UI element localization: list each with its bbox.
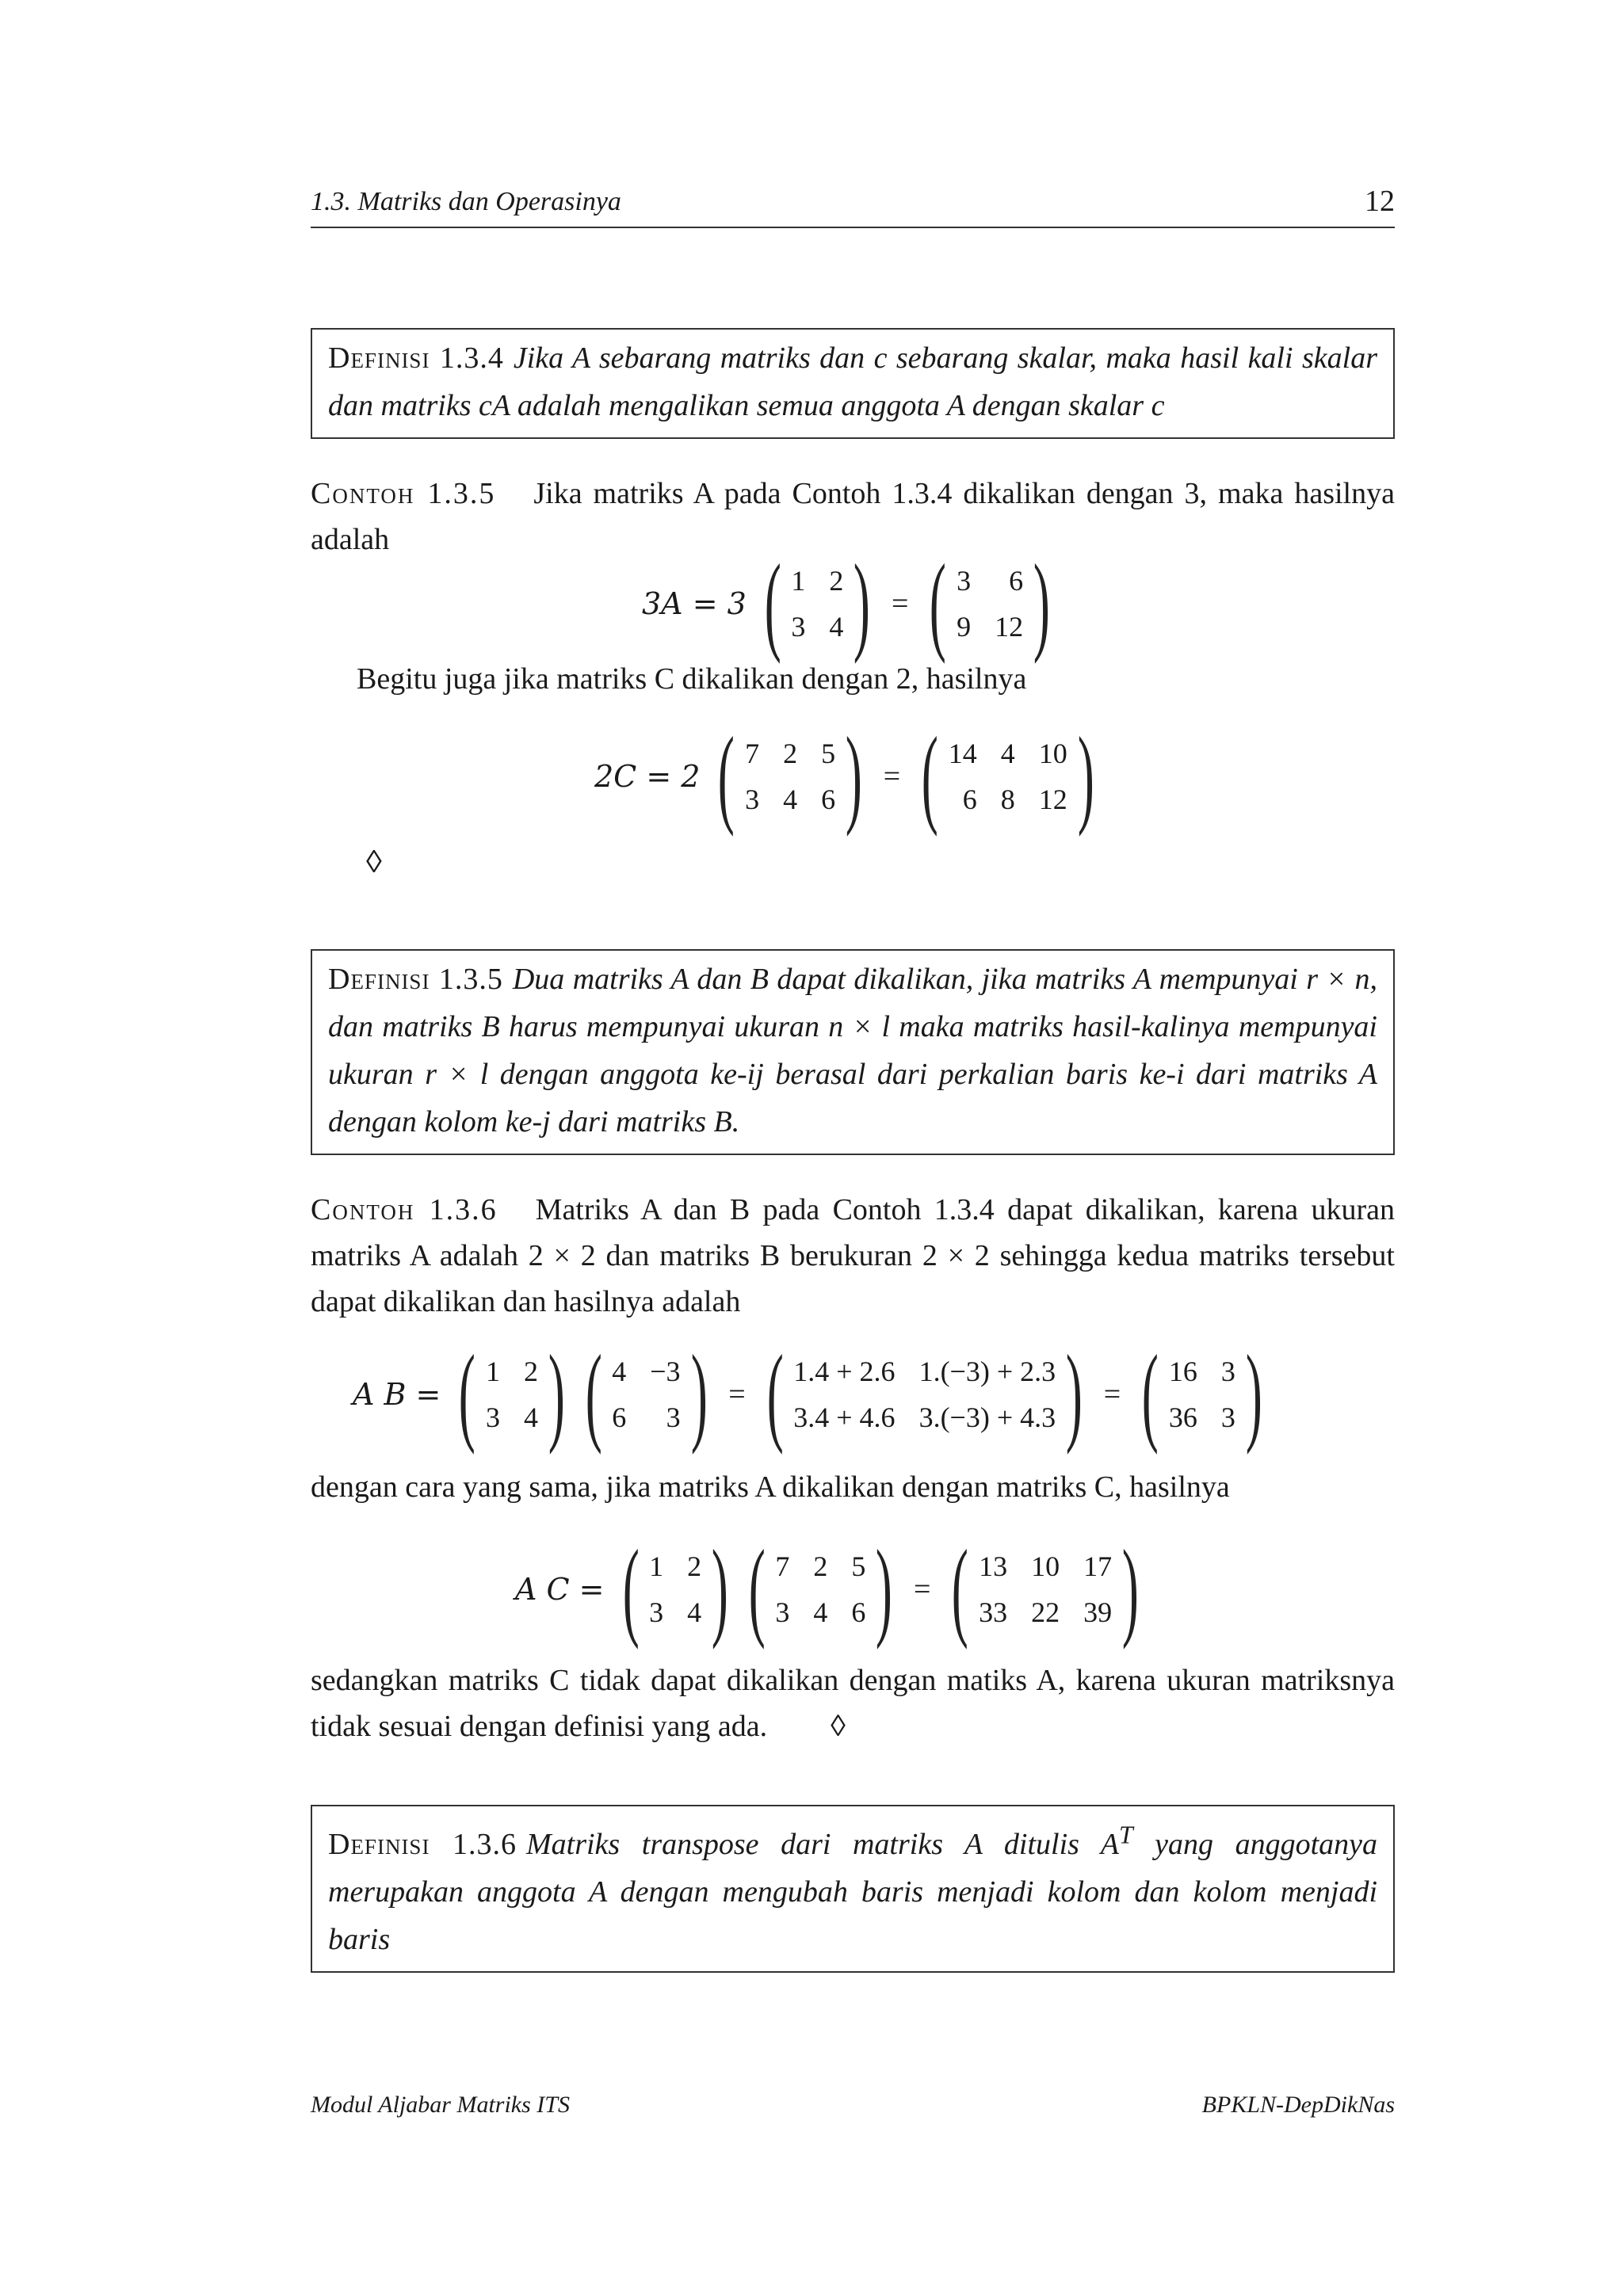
matrix-cell: 3 — [1220, 1402, 1235, 1433]
matrix-cell: 12 — [995, 611, 1024, 643]
matrix-cell: 3 — [775, 1596, 790, 1628]
matrix — [708, 715, 872, 837]
matrix-cell: 6 — [851, 1596, 866, 1628]
matrix-cell: 2 — [524, 1356, 538, 1387]
equation-lhs: A B = — [353, 1377, 441, 1412]
equation-3a — [642, 542, 1060, 665]
right-paren: ) — [1121, 1527, 1139, 1650]
matrix-cell: 2 — [829, 565, 844, 597]
matrix-cell: 4 — [783, 784, 798, 815]
definition-text: Dua matriks A dan B dapat dikalikan, jika matriks A mempunyai r × n, dan matriks B harus mempunyai ukuran n × l maka matriks hasil-kalinya mempunyai ukuran r × l dengan anggota ke-ij berasal dari perkalian baris ke-i dari matriks A dengan kolom ke-j dari matriks B. — [328, 963, 1377, 1138]
matrix-entries — [612, 1352, 680, 1437]
right-paren: ) — [690, 1333, 708, 1455]
left-paren: ( — [622, 1527, 640, 1650]
matrix-cell: 39 — [1083, 1596, 1113, 1628]
matrix-entries — [649, 1547, 701, 1632]
equals-sign: = — [883, 760, 901, 793]
matrix-cell: 12 — [1038, 784, 1067, 815]
matrix-cell: 1 — [791, 565, 806, 597]
matrix-cell: 36 — [1168, 1402, 1197, 1433]
matrix-cell: −3 — [650, 1356, 681, 1387]
matrix-cell: 4 — [829, 611, 844, 643]
equals-sign: = — [728, 1378, 746, 1411]
section-title: 1.3. Matriks dan Operasinya — [311, 187, 621, 216]
matrix-cell: 2 — [783, 738, 798, 769]
transpose-superscript: T — [1119, 1821, 1133, 1848]
left-paren: ( — [921, 715, 938, 837]
matrix — [1132, 1333, 1272, 1455]
matrix-cell: 3 — [745, 784, 760, 815]
end-of-example-diamond-icon: ◊ — [831, 1710, 846, 1743]
matrix-cell: 7 — [745, 738, 760, 769]
matrix-cell: 2 — [813, 1550, 828, 1582]
example-1-3-6-intro — [311, 1187, 1395, 1325]
equals-sign: = — [1103, 1378, 1121, 1411]
matrix-entries — [957, 561, 1023, 646]
matrix-cell: 16 — [1168, 1356, 1197, 1387]
matrix — [613, 1527, 739, 1650]
example-text: Matriks A dan B pada Contoh 1.3.4 dapat dikalikan, karena ukuran matriks A adalah 2 × 2 dan matriks B berukuran 2 × 2 sehingga kedua matriks tersebut dapat dikalikan dan hasilnya adalah — [311, 1193, 1395, 1318]
matrix-cell: 2 — [687, 1550, 702, 1582]
example-label: Contoh 1.3.5 — [311, 477, 496, 510]
right-paren: ) — [1077, 715, 1094, 837]
matrix-cell: 6 — [962, 784, 977, 815]
definition-label: Definisi 1.3.6 — [328, 1827, 517, 1861]
right-paren: ) — [1245, 1333, 1262, 1455]
equation-lhs: 2C = 2 — [594, 759, 701, 794]
matrix-entries — [745, 734, 835, 819]
matrix — [919, 542, 1060, 665]
matrix-cell: 4 — [1000, 738, 1015, 769]
right-paren: ) — [1065, 1333, 1083, 1455]
left-paren: ( — [1142, 1333, 1159, 1455]
equals-sign: = — [892, 587, 909, 620]
matrix-cell: 8 — [1000, 784, 1015, 815]
example-text: Jika matriks A pada Contoh 1.3.4 dikalikan dengan 3, maka hasilnya adalah — [311, 477, 1395, 556]
left-paren: ( — [718, 715, 735, 837]
definition-1-3-6 — [311, 1805, 1395, 1973]
end-of-example-diamond-icon: ◊ — [366, 844, 382, 879]
matrix-cell: 1.(−3) + 2.3 — [918, 1356, 1056, 1387]
left-paren: ( — [585, 1333, 602, 1455]
matrix — [739, 1527, 903, 1650]
equation-lhs: 3A = 3 — [642, 586, 747, 621]
matrix-cell: 13 — [979, 1550, 1008, 1582]
matrix-cell: 4 — [612, 1356, 627, 1387]
definition-label: Definisi 1.3.4 — [328, 341, 504, 375]
matrix-cell: 3 — [666, 1402, 681, 1433]
matrix-entries — [486, 1352, 538, 1437]
matrix-cell: 22 — [1031, 1596, 1060, 1628]
matrix-cell: 3 — [649, 1596, 664, 1628]
definition-1-3-5 — [311, 949, 1395, 1155]
matrix-entries — [775, 1547, 865, 1632]
matrix-cell: 3.(−3) + 4.3 — [918, 1402, 1056, 1433]
right-paren: ) — [845, 715, 862, 837]
left-paren: ( — [748, 1527, 766, 1650]
matrix-cell: 10 — [1031, 1550, 1060, 1582]
matrix — [575, 1333, 718, 1455]
matrix-cell: 1 — [649, 1550, 664, 1582]
right-paren: ) — [1033, 542, 1050, 665]
matrix-cell: 4 — [813, 1596, 828, 1628]
matrix-entries — [949, 734, 1067, 819]
left-paren: ( — [952, 1527, 969, 1650]
right-paren: ) — [854, 542, 871, 665]
left-paren: ( — [459, 1333, 476, 1455]
matrix-cell: 17 — [1083, 1550, 1113, 1582]
right-paren: ) — [711, 1527, 728, 1650]
left-paren: ( — [766, 1333, 784, 1455]
matrix — [449, 1333, 575, 1455]
left-paren: ( — [764, 542, 781, 665]
matrix-entries — [793, 1352, 1056, 1437]
matrix-entries — [1169, 1352, 1235, 1437]
matrix-cell: 14 — [948, 738, 977, 769]
matrix-cell: 3 — [791, 611, 806, 643]
matrix-cell: 33 — [979, 1596, 1008, 1628]
matrix-entries — [979, 1547, 1112, 1632]
matrix-cell: 9 — [957, 611, 972, 643]
matrix-cell: 4 — [524, 1402, 538, 1433]
matrix-cell: 1.4 + 2.6 — [793, 1356, 896, 1387]
equation-lhs: A C = — [515, 1572, 605, 1607]
equals-sign: = — [914, 1573, 931, 1606]
matrix-cell: 5 — [821, 738, 836, 769]
example-1-3-6-text3 — [311, 1657, 1395, 1749]
matrix-cell: 6 — [1009, 565, 1024, 597]
matrix-cell: 7 — [775, 1550, 790, 1582]
matrix-cell: 3 — [1220, 1356, 1235, 1387]
matrix-cell: 6 — [821, 784, 836, 815]
matrix-cell: 1 — [486, 1356, 500, 1387]
left-paren: ( — [930, 542, 947, 665]
example-1-3-6-text2: dengan cara yang sama, jika matriks A dikalikan dengan matriks C, hasilnya — [311, 1470, 1230, 1504]
matrix-cell: 10 — [1038, 738, 1067, 769]
definition-text-part: Matriks transpose dari matriks A ditulis A — [526, 1827, 1119, 1861]
matrix-cell: 6 — [612, 1402, 627, 1433]
matrix — [754, 542, 880, 665]
definition-label: Definisi 1.3.5 — [328, 963, 503, 996]
matrix — [941, 1527, 1148, 1650]
definition-text: Jika A sebarang matriks dan c sebarang skalar, maka hasil kali skalar dan matriks cA adalah mengalikan semua anggota A dengan skalar c — [328, 341, 1377, 422]
equation-ab — [353, 1333, 1272, 1455]
matrix-cell: 5 — [851, 1550, 866, 1582]
matrix-cell: 3 — [957, 565, 972, 597]
definition-1-3-4 — [311, 328, 1395, 439]
matrix-cell: 3.4 + 4.6 — [793, 1402, 896, 1433]
matrix — [757, 1333, 1093, 1455]
right-paren: ) — [876, 1527, 893, 1650]
right-paren: ) — [548, 1333, 565, 1455]
example-text: sedangkan matriks C tidak dapat dikalikan dengan matiks A, karena ukuran matriksnya tidak sesuai dengan definisi yang ada. — [311, 1664, 1395, 1743]
equation-ac — [515, 1527, 1149, 1650]
example-label: Contoh 1.3.6 — [311, 1193, 498, 1226]
footer-left: Modul Aljabar Matriks ITS — [311, 2092, 570, 2118]
matrix-entries — [791, 561, 843, 646]
matrix-cell: 4 — [687, 1596, 702, 1628]
page-number: 12 — [1365, 185, 1395, 218]
footer-right: BPKLN-DepDikNas — [1201, 2092, 1395, 2118]
definition-text-part: yang anggotanya merupakan anggota A dengan mengubah baris menjadi kolom dan kolom menjadi baris — [328, 1827, 1377, 1956]
example-1-3-5-text2: Begitu juga jika matriks C dikalikan dengan 2, hasilnya — [357, 662, 1027, 696]
matrix — [911, 715, 1104, 837]
matrix-cell: 3 — [486, 1402, 500, 1433]
equation-2c — [594, 715, 1104, 837]
running-header — [311, 187, 1395, 228]
